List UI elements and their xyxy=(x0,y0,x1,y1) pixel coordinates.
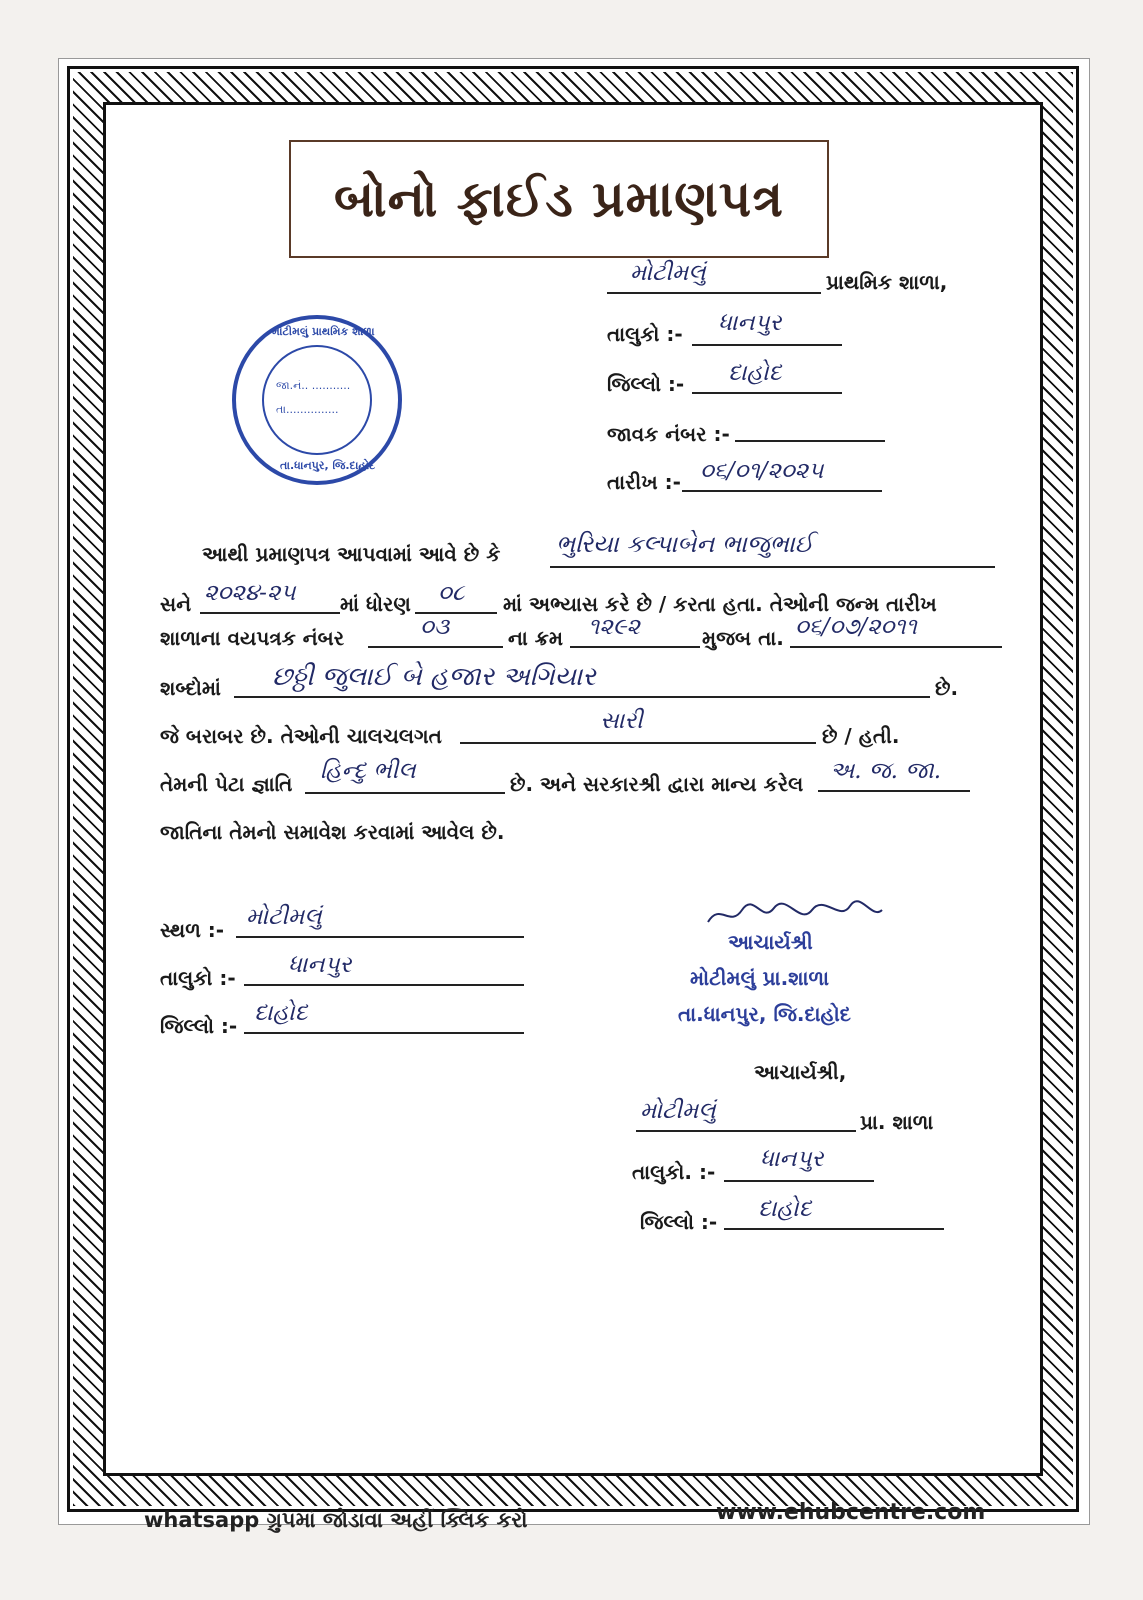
body-line2-prefix: સને xyxy=(160,592,192,616)
title-box xyxy=(289,140,829,258)
date-handwritten: ૦૬/૦૧/૨૦૨૫ xyxy=(700,458,824,484)
place-district-label: જિલ્લો :- xyxy=(160,1014,238,1038)
body-line1-prefix: આથી પ્રમાણપત્ર આપવામાં આવે છે કે xyxy=(202,542,501,566)
year-handwritten: ૨૦૨૪-૨૫ xyxy=(204,580,296,606)
seal-ring-top: મોટીમલું પ્રાથમિક શાળા xyxy=(272,325,375,338)
body-line3-prefix: શાળાના વયપત્રક નંબર xyxy=(160,626,345,650)
place-district-handwritten: દાહોદ xyxy=(254,1000,308,1026)
date-underline xyxy=(682,490,882,492)
body-line3-mid: ના ક્રમ xyxy=(508,626,564,650)
year-underline xyxy=(200,612,340,614)
taluka-handwritten: ધાનપુર xyxy=(718,310,782,336)
district-label: જિલ્લો :- xyxy=(607,372,685,396)
student-name-underline xyxy=(550,566,995,568)
subcaste-handwritten: હિન્દુ ભીલ xyxy=(320,758,416,784)
register-no-underline xyxy=(368,646,503,648)
body-line6-mid: છે. અને સરકારશ્રી દ્વારા માન્ય કરેલ xyxy=(510,772,804,796)
website-link[interactable]: www.ehubcentre.com xyxy=(716,1500,986,1525)
taluka-underline xyxy=(692,344,842,346)
sig-district-underline xyxy=(724,1228,944,1230)
principal-title: આચાર્યશ્રી, xyxy=(754,1060,847,1084)
stamp-line-2: મોટીમલું પ્રા.શાળા xyxy=(690,966,829,990)
body-line5-suffix: છે / હતી. xyxy=(822,724,900,748)
sig-district-label: જિલ્લો :- xyxy=(640,1210,718,1234)
body-line6-prefix: તેમની પેટા જ્ઞાતિ xyxy=(160,772,293,796)
serial-no-underline xyxy=(570,646,700,648)
body-line2-suffix: માં અભ્યાસ કરે છે / કરતા હતા. તેઓની જન્મ તારીખ xyxy=(503,592,937,616)
sig-school-underline xyxy=(636,1130,856,1132)
conduct-handwritten: સારી xyxy=(600,708,643,734)
birth-words-handwritten: છઠ્ઠી જુલાઈ બે હજાર અગિયાર xyxy=(272,662,596,692)
outward-label: જાવક નંબર :- xyxy=(607,422,730,446)
sig-taluka-underline xyxy=(724,1180,874,1182)
body-line3-suffix: મુજબ તા. xyxy=(702,626,784,650)
body-line7: જાતિના તેમનો સમાવેશ કરવામાં આવેલ છે. xyxy=(160,820,505,844)
seal-line-2: તા............... xyxy=(276,403,339,416)
body-line4-prefix: શબ્દોમાં xyxy=(160,676,221,700)
place-taluka-label: તાલુકો :- xyxy=(160,966,236,990)
school-label: પ્રાથમિક શાળા, xyxy=(826,270,948,294)
stamp-line-1: આચાર્યશ્રી xyxy=(728,930,813,954)
school-underline xyxy=(607,292,821,294)
conduct-underline xyxy=(460,742,816,744)
place-underline xyxy=(236,936,524,938)
body-line5-prefix: જે બરાબર છે. તેઓની ચાલચલગત xyxy=(160,724,442,748)
sig-school-handwritten: મોટીમલું xyxy=(640,1098,716,1124)
sig-district-handwritten: દાહોદ xyxy=(758,1196,812,1222)
school-name-handwritten: મોટીમલું xyxy=(630,260,706,286)
stamp-line-3: તા.ધાનપુર, જિ.દાહોદ xyxy=(678,1002,851,1026)
serial-no-handwritten: ૧૨૯૨ xyxy=(588,614,640,640)
seal-inner-ring xyxy=(262,345,372,455)
category-underline xyxy=(818,790,970,792)
subcaste-underline xyxy=(305,792,505,794)
district-underline xyxy=(692,392,842,394)
student-name-handwritten: ભુરિયા કલ્પાબેન ભાજુભાઈ xyxy=(556,530,814,558)
birth-words-underline xyxy=(234,696,930,698)
sig-school-label: પ્રા. શાળા xyxy=(860,1110,934,1134)
body-line4-suffix: છે. xyxy=(935,676,959,700)
district-handwritten: દાહોદ xyxy=(728,360,782,386)
place-taluka-handwritten: ધાનપુર xyxy=(288,952,352,978)
body-line2-mid: માં ધોરણ xyxy=(340,592,411,616)
place-district-underline xyxy=(244,1032,524,1034)
date-label: તારીખ :- xyxy=(607,470,681,494)
register-no-handwritten: ૦૩ xyxy=(420,614,450,640)
page-title: બોનો ફાઈડ પ્રમાણપત્ર xyxy=(333,169,784,228)
place-taluka-underline xyxy=(244,984,524,986)
taluka-label: તાલુકો :- xyxy=(607,322,683,346)
whatsapp-group-link[interactable]: whatsapp ગ્રુપમાં જોડાવા અહીં ક્લિક કરો xyxy=(144,1508,528,1532)
birth-date-handwritten: ૦૬/૦૭/૨૦૧૧ xyxy=(795,614,917,640)
school-seal xyxy=(232,315,402,485)
place-label: સ્થળ :- xyxy=(160,918,225,942)
outward-underline xyxy=(735,440,885,442)
sig-taluka-label: તાલુકો. :- xyxy=(632,1160,716,1184)
standard-handwritten: ૦૮ xyxy=(438,580,465,606)
seal-line-1: જા.નં.. ........... xyxy=(276,379,351,392)
category-handwritten: અ. જ. જા. xyxy=(830,758,942,784)
seal-ring-bottom: તા.ધાનપુર, જિ.દાહોદ xyxy=(280,459,376,472)
place-handwritten: મોટીમલું xyxy=(246,904,322,930)
sig-taluka-handwritten: ધાનપુર xyxy=(760,1146,824,1172)
birth-date-underline xyxy=(790,646,1002,648)
principal-signature xyxy=(700,898,890,932)
